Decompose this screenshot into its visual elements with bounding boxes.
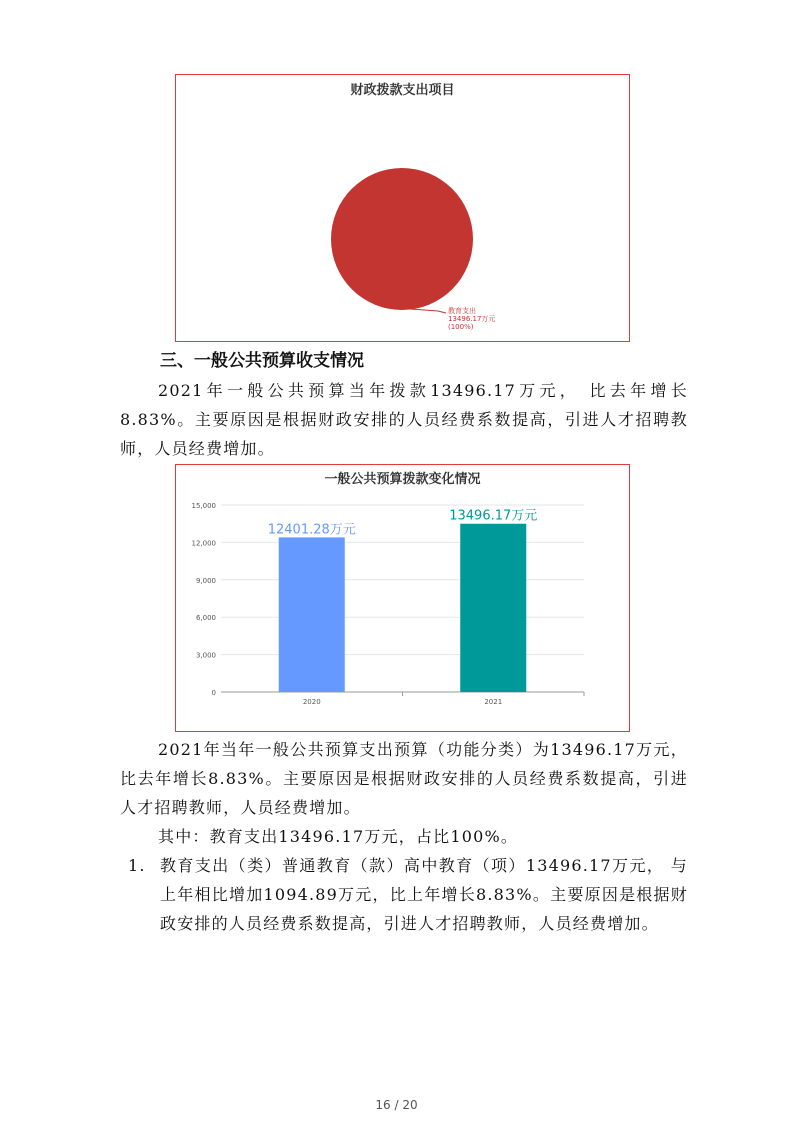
y-tick-label: 0 [211, 689, 216, 697]
paragraph-allocation: 2021年一般公共预算当年拨款13496.17万元， 比去年增长8.83%。主要原因是根据财政安排的人员经费系数提高，引进人才招聘教师，人员经费增加。 [120, 381, 688, 458]
pie-label-percent: (100%) [448, 323, 474, 331]
bar-2021 [460, 524, 526, 692]
list-item-education [128, 851, 688, 938]
bar-chart-svg [176, 465, 628, 730]
y-tick-label: 12,000 [191, 539, 216, 548]
y-tick-label: 6,000 [195, 614, 216, 623]
pie-slice-education [331, 168, 473, 310]
y-tick-label: 9,000 [195, 576, 216, 585]
y-tick-label: 15,000 [191, 502, 216, 510]
pie-label-name: 教育支出 [448, 307, 476, 315]
section-heading: 三、一般公共预算收支情况 [160, 351, 364, 371]
bar-data-label: 13496.17万元 [449, 508, 538, 524]
pie-label-leader-line [410, 309, 446, 313]
pie-chart-svg [176, 75, 628, 340]
y-tick-label: 3,000 [195, 651, 216, 660]
bar-chart-title: 一般公共预算拨款变化情况 [324, 472, 481, 487]
x-tick-label: 2020 [302, 698, 321, 706]
pie-label-value: 13496.17万元 [448, 315, 496, 323]
paragraph-education-share: 其中：教育支出13496.17万元，占比100%。 [158, 827, 519, 846]
bar-data-label: 12401.28万元 [267, 522, 356, 538]
pie-chart-frame [175, 74, 630, 342]
list-item-text: 教育支出（类）普通教育（款）高中教育（项）13496.17万元， 与上年相比增加1094.89万元，比上年增长8.83%。主要原因是根据财政安排的人员经费系数提高，引进人才招聘教师，人员经费增加。 [160, 856, 688, 933]
bar-2020 [279, 537, 345, 692]
bar-chart-frame [175, 464, 630, 732]
list-number: 1. [128, 856, 146, 875]
paragraph-expenditure: 2021年当年一般公共预算支出预算（功能分类）为13496.17万元， 比去年增长8.83%。主要原因是根据财政安排的人员经费系数提高，引进人才招聘教师，人员经费增加。 [120, 740, 688, 817]
page-number: 16 / 20 [375, 1098, 418, 1112]
pie-chart-title: 财政拨款支出项目 [350, 83, 455, 98]
x-tick-label: 2021 [484, 698, 503, 706]
